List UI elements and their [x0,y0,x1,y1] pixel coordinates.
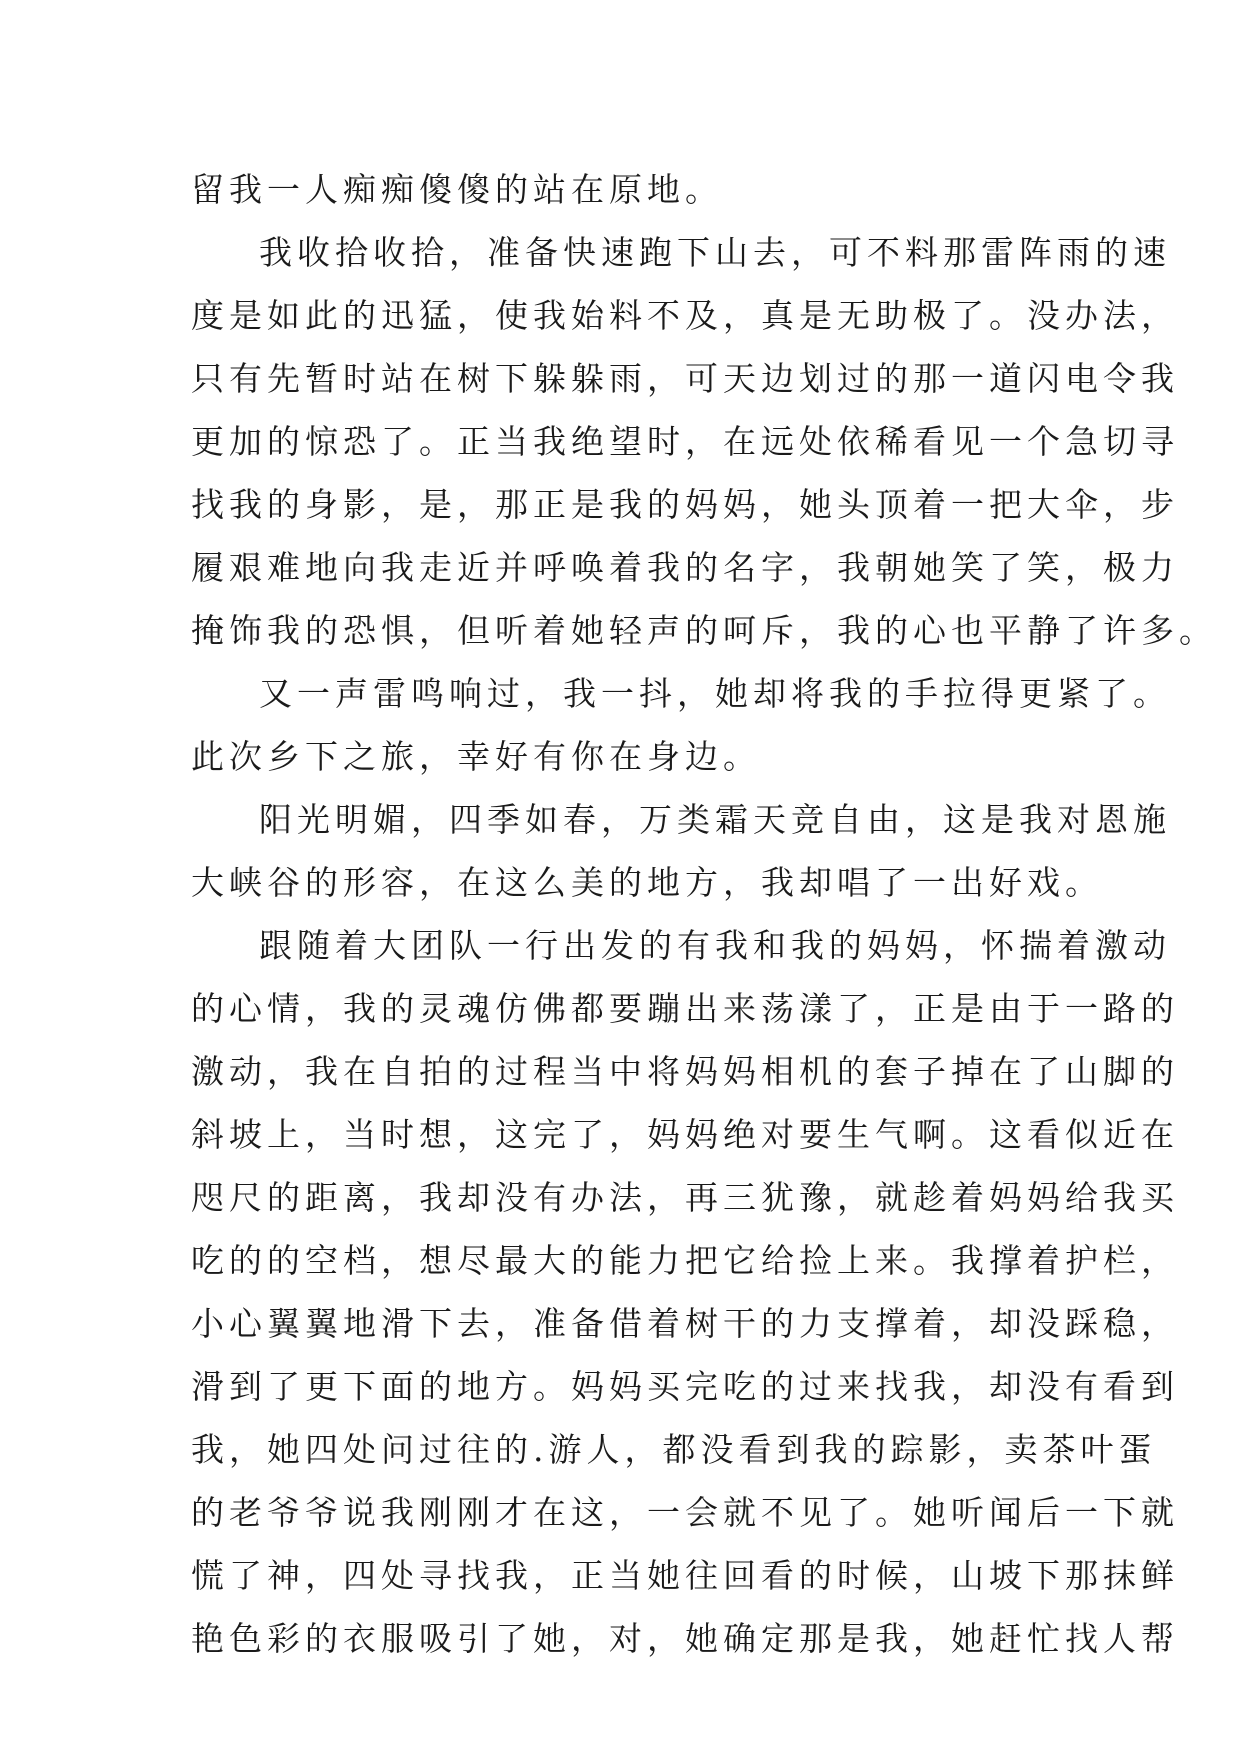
text-line: 吃的的空档，想尽最大的能力把它给捡上来。我撑着护栏， [191,1241,1179,1280]
text-line: 大峡谷的形容，在这么美的地方，我却唱了一出好戏。 [191,863,1103,902]
text-line: 度是如此的迅猛，使我始料不及，真是无助极了。没办法， [191,296,1179,335]
text-line: 的心情，我的灵魂仿佛都要蹦出来荡漾了，正是由于一路的 [191,989,1179,1028]
body-text [191,158,1217,1670]
text-line: 阳光明媚，四季如春，万类霜天竞自由，这是我对恩施 [259,800,1171,839]
text-line: 慌了神，四处寻找我，正当她往回看的时候，山坡下那抹鲜 [191,1556,1179,1595]
text-line: 跟随着大团队一行出发的有我和我的妈妈，怀揣着激动 [259,926,1171,965]
text-line: 只有先暂时站在树下躲躲雨，可天边划过的那一道闪电令我 [191,359,1179,398]
text-line: 的老爷爷说我刚刚才在这，一会就不见了。她听闻后一下就 [191,1493,1179,1532]
text-line: 找我的身影，是，那正是我的妈妈，她头顶着一把大伞，步 [191,485,1179,524]
text-line: 咫尺的距离，我却没有办法，再三犹豫，就趁着妈妈给我买 [191,1178,1179,1217]
text-line: 滑到了更下面的地方。妈妈买完吃的过来找我，却没有看到 [191,1367,1179,1406]
text-line: 又一声雷鸣响过，我一抖，她却将我的手拉得更紧了。 [259,674,1171,713]
text-line: 艳色彩的衣服吸引了她，对，她确定那是我，她赶忙找人帮 [191,1619,1179,1658]
text-line: 掩饰我的恐惧，但听着她轻声的呵斥，我的心也平静了许多。 [191,611,1217,650]
text-line: 我，她四处问过往的.游人，都没看到我的踪影，卖茶叶蛋 [191,1430,1157,1469]
text-line: 我收拾收拾，准备快速跑下山去，可不料那雷阵雨的速 [259,233,1171,272]
text-line: 留我一人痴痴傻傻的站在原地。 [191,170,723,209]
text-line: 此次乡下之旅，幸好有你在身边。 [191,737,761,776]
text-line: 激动，我在自拍的过程当中将妈妈相机的套子掉在了山脚的 [191,1052,1179,1091]
text-line: 小心翼翼地滑下去，准备借着树干的力支撑着，却没踩稳， [191,1304,1179,1343]
text-line: 更加的惊恐了。正当我绝望时，在远处依稀看见一个急切寻 [191,422,1179,461]
text-line: 履艰难地向我走近并呼唤着我的名字，我朝她笑了笑，极力 [191,548,1179,587]
text-line: 斜坡上，当时想，这完了，妈妈绝对要生气啊。这看似近在 [191,1115,1179,1154]
